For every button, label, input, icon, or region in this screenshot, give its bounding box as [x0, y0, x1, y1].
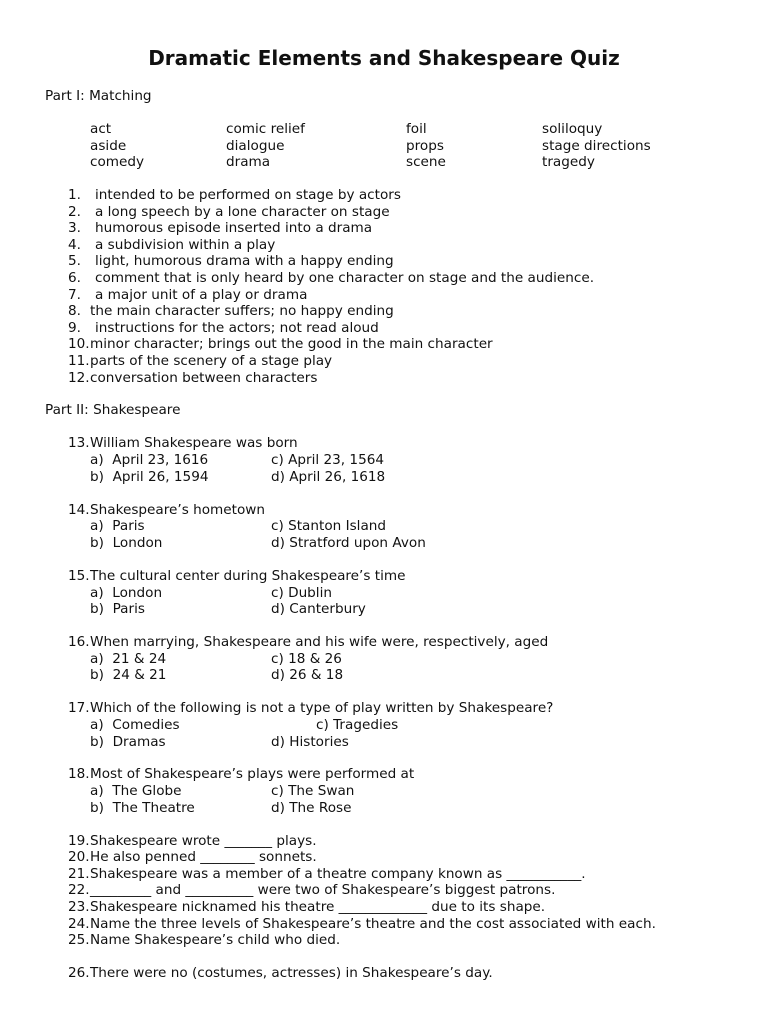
item-text: a long speech by a lone character on stage	[95, 204, 390, 220]
choice-b: b) 24 & 21	[90, 667, 167, 683]
question-number: 17.	[68, 700, 90, 716]
item-text: a subdivision within a play	[95, 237, 276, 253]
part1-heading: Part I: Matching	[45, 88, 152, 104]
item-text: There were no (costumes, actresses) in Shakespeare’s day.	[90, 965, 493, 981]
choice-a: a) Comedies	[90, 717, 180, 733]
choice-b: b) London	[90, 535, 163, 551]
item-text: conversation between characters	[90, 370, 318, 386]
word-bank-term: foil	[406, 121, 427, 137]
item-text: humorous episode inserted into a drama	[95, 220, 373, 236]
item-number: 10.	[68, 336, 90, 352]
item-text: the main character suffers; no happy ending	[90, 303, 394, 319]
question-text: The cultural center during Shakespeare’s time	[90, 568, 406, 584]
question-text: When marrying, Shakespeare and his wife were, respectively, aged	[90, 634, 549, 650]
item-text: a major unit of a play or drama	[95, 287, 308, 303]
item-text: instructions for the actors; not read aloud	[95, 320, 379, 336]
item-text: comment that is only heard by one character on stage and the audience.	[95, 270, 595, 286]
question-number: 18.	[68, 766, 90, 782]
item-number: 3.	[68, 220, 81, 236]
item-number: 20.	[68, 849, 90, 865]
choice-b: b) Dramas	[90, 734, 166, 750]
item-number: 23.	[68, 899, 90, 915]
choice-c: c) Stanton Island	[271, 518, 387, 534]
choice-b: b) The Theatre	[90, 800, 195, 816]
item-number: 9.	[68, 320, 81, 336]
word-bank-term: stage directions	[542, 138, 651, 154]
choice-c: c) Tragedies	[316, 717, 399, 733]
choice-a: a) London	[90, 585, 163, 601]
question-number: 13.	[68, 435, 90, 451]
item-number: 8.	[68, 303, 81, 319]
item-number: 22.	[68, 882, 90, 898]
choice-d: d) Histories	[271, 734, 349, 750]
question-number: 16.	[68, 634, 90, 650]
item-number: 25.	[68, 932, 90, 948]
word-bank-term: props	[406, 138, 444, 154]
page-title: Dramatic Elements and Shakespeare Quiz	[148, 46, 620, 70]
question-text: Shakespeare’s hometown	[90, 502, 266, 518]
item-text: _________ and __________ were two of Shakespeare’s biggest patrons.	[90, 882, 556, 898]
choice-a: a) The Globe	[90, 783, 182, 799]
choice-a: a) Paris	[90, 518, 145, 534]
item-number: 11.	[68, 353, 90, 369]
item-text: Shakespeare was a member of a theatre company known as ___________.	[90, 866, 586, 882]
word-bank-term: comedy	[90, 154, 145, 170]
item-text: Name Shakespeare’s child who died.	[90, 932, 341, 948]
item-number: 21.	[68, 866, 90, 882]
item-number: 19.	[68, 833, 90, 849]
item-number: 7.	[68, 287, 81, 303]
item-text: Shakespeare wrote _______ plays.	[90, 833, 317, 849]
choice-d: d) April 26, 1618	[271, 469, 386, 485]
word-bank-term: dialogue	[226, 138, 285, 154]
item-number: 5.	[68, 253, 81, 269]
choice-a: a) 21 & 24	[90, 651, 167, 667]
word-bank-term: tragedy	[542, 154, 595, 170]
item-text: Name the three levels of Shakespeare’s theatre and the cost associated with each.	[90, 916, 656, 932]
item-number: 1.	[68, 187, 81, 203]
item-text: intended to be performed on stage by actors	[95, 187, 401, 203]
part2-heading: Part II: Shakespeare	[45, 402, 181, 418]
choice-b: b) Paris	[90, 601, 145, 617]
word-bank-term: drama	[226, 154, 271, 170]
question-number: 15.	[68, 568, 90, 584]
choice-d: d) The Rose	[271, 800, 352, 816]
choice-a: a) April 23, 1616	[90, 452, 209, 468]
item-number: 2.	[68, 204, 81, 220]
item-number: 26.	[68, 965, 90, 981]
word-bank-term: comic relief	[226, 121, 305, 137]
item-text: light, humorous drama with a happy ending	[95, 253, 394, 269]
choice-b: b) April 26, 1594	[90, 469, 209, 485]
item-number: 24.	[68, 916, 90, 932]
item-number: 6.	[68, 270, 81, 286]
item-number: 12.	[68, 370, 90, 386]
word-bank-term: scene	[406, 154, 446, 170]
item-text: Shakespeare nicknamed his theatre _____________ due to its shape.	[90, 899, 546, 915]
question-text: Most of Shakespeare’s plays were performed at	[90, 766, 415, 782]
word-bank-term: soliloquy	[542, 121, 603, 137]
word-bank-term: aside	[90, 138, 127, 154]
item-text: He also penned ________ sonnets.	[90, 849, 317, 865]
choice-d: d) Stratford upon Avon	[271, 535, 426, 551]
choice-d: d) 26 & 18	[271, 667, 344, 683]
word-bank-term: act	[90, 121, 112, 137]
choice-c: c) Dublin	[271, 585, 332, 601]
choice-d: d) Canterbury	[271, 601, 366, 617]
item-text: minor character; brings out the good in the main character	[90, 336, 493, 352]
choice-c: c) April 23, 1564	[271, 452, 385, 468]
question-text: William Shakespeare was born	[90, 435, 298, 451]
item-text: parts of the scenery of a stage play	[90, 353, 333, 369]
item-number: 4.	[68, 237, 81, 253]
choice-c: c) 18 & 26	[271, 651, 342, 667]
choice-c: c) The Swan	[271, 783, 355, 799]
question-number: 14.	[68, 502, 90, 518]
question-text: Which of the following is not a type of play written by Shakespeare?	[90, 700, 554, 716]
